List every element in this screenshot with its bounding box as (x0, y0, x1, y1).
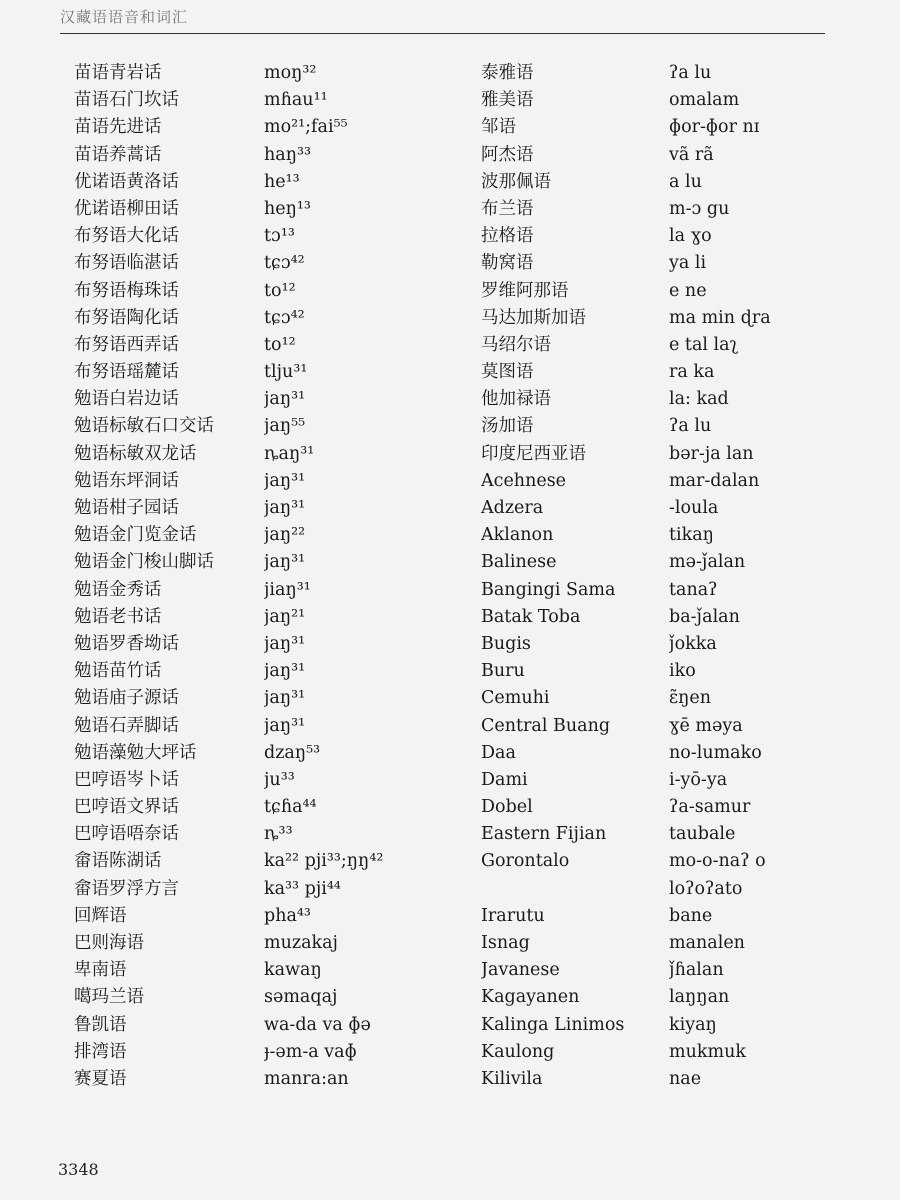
language-name: 布兰语 (481, 198, 534, 219)
word-form: mɦau¹¹ (264, 90, 328, 111)
word-form: to¹² (264, 334, 296, 355)
word-form: mo²¹;fai⁵⁵ (264, 117, 348, 138)
entry-row (481, 250, 829, 277)
word-form: e ne (669, 280, 707, 301)
language-name: 勉语藻勉大坪话 (74, 742, 197, 763)
entry-row (74, 60, 464, 87)
entry-row (481, 740, 829, 767)
entry-row (74, 114, 464, 141)
word-form: jaŋ²¹ (264, 606, 306, 627)
language-name: 波那佩语 (481, 171, 551, 192)
language-name: 优诺语柳田话 (74, 198, 179, 219)
language-name: Aklanon (481, 525, 554, 546)
word-form: he¹³ (264, 171, 300, 192)
word-form: bər-ja lan (669, 443, 754, 464)
word-form: ȵ³³ (264, 824, 293, 845)
entry-row (74, 577, 464, 604)
page-number: 3348 (58, 1160, 99, 1179)
entry-row (74, 848, 464, 875)
language-name: Gorontalo (481, 851, 570, 872)
entry-row (481, 522, 829, 549)
entry-row (74, 903, 464, 930)
entry-row (481, 903, 829, 930)
entry-row (74, 495, 464, 522)
word-form: pha⁴³ (264, 905, 311, 926)
entry-row (481, 332, 829, 359)
right-word-list (481, 60, 829, 1093)
language-name: Kilivila (481, 1068, 543, 1089)
word-form: tɕɔ⁴² (264, 307, 305, 328)
word-form: dzaŋ⁵³ (264, 742, 321, 763)
word-form: heŋ¹³ (264, 198, 311, 219)
language-name: 鲁凯语 (74, 1014, 127, 1035)
language-name: 勉语东坪洞话 (74, 470, 179, 491)
language-name: 阿杰语 (481, 144, 534, 165)
entry-row (481, 1039, 829, 1066)
language-name: 勉语金门览金话 (74, 525, 197, 546)
entry-row (74, 604, 464, 631)
entry-row (481, 196, 829, 223)
word-form: ka²² pji³³;ŋŋ⁴² (264, 851, 384, 872)
language-name: 苗语养蒿话 (74, 144, 162, 165)
language-name: 勉语金门梭山脚话 (74, 552, 214, 573)
word-form: jaŋ³¹ (264, 498, 306, 518)
entry-row (74, 821, 464, 848)
entry-row (74, 794, 464, 821)
entry-row (74, 196, 464, 223)
word-form: jaŋ⁵⁵ (264, 416, 306, 437)
word-form: laŋŋan (669, 987, 730, 1008)
word-form: loʔoʔato (669, 878, 743, 899)
header-rule (60, 33, 825, 34)
language-name: 布努语梅珠话 (74, 280, 179, 301)
language-name: 勉语柑子园话 (74, 498, 179, 518)
entry-row (481, 821, 829, 848)
entry-row (481, 223, 829, 250)
entry-row (481, 305, 829, 332)
language-name: 巴则海语 (74, 933, 144, 953)
word-form: haŋ³³ (264, 144, 312, 165)
entry-row (481, 441, 829, 468)
language-name: 马达加斯加语 (481, 307, 586, 328)
word-form: jaŋ³¹ (264, 661, 306, 682)
language-name: 泰雅语 (481, 63, 534, 83)
word-form: tlju³¹ (264, 362, 308, 383)
entry-row (74, 468, 464, 495)
language-name: 莫图语 (481, 362, 534, 383)
word-form: kiyaŋ (669, 1014, 717, 1035)
running-header: 汉藏语语音和词汇 (60, 8, 189, 26)
word-form: jiaŋ³¹ (264, 579, 311, 600)
entry-row (481, 930, 829, 957)
word-form: ra ka (669, 362, 715, 383)
language-name: Eastern Fijian (481, 824, 607, 845)
language-name: 勉语苗竹话 (74, 661, 162, 682)
word-form: taubale (669, 824, 736, 845)
entry-row (74, 984, 464, 1011)
word-form: mar-dalan (669, 470, 760, 491)
word-form: no-lumako (669, 742, 762, 763)
word-form: ya li (669, 253, 707, 274)
entry-row (74, 332, 464, 359)
entry-row (74, 740, 464, 767)
language-name: 勉语标敏石口交话 (74, 416, 214, 437)
language-name: 赛夏语 (74, 1068, 127, 1089)
entry-row (74, 441, 464, 468)
entry-row (481, 142, 829, 169)
language-name: Daa (481, 742, 516, 763)
word-form: moŋ³² (264, 63, 317, 83)
word-form: muzakaj (264, 933, 338, 953)
language-name: 印度尼西亚语 (481, 443, 586, 464)
word-form: tɔ¹³ (264, 226, 295, 247)
entry-row (481, 278, 829, 305)
word-form: ȵaŋ³¹ (264, 443, 315, 464)
entry-row (74, 957, 464, 984)
word-form: la: kad (669, 389, 729, 410)
word-form: jaŋ²² (264, 525, 306, 546)
entry-row (74, 359, 464, 386)
language-name: 布努语西弄话 (74, 334, 179, 355)
entry-row (481, 876, 829, 903)
entry-row (481, 1066, 829, 1093)
word-form: wa-da va ɸə (264, 1014, 371, 1035)
word-form: jaŋ³¹ (264, 688, 306, 709)
entry-row (74, 767, 464, 794)
entry-row (481, 767, 829, 794)
entry-row (74, 250, 464, 277)
language-name: 噶玛兰语 (74, 987, 144, 1008)
word-form: nae (669, 1068, 702, 1089)
language-name: Irarutu (481, 905, 545, 926)
word-form: jaŋ³¹ (264, 552, 306, 573)
language-name: 勉语白岩边话 (74, 389, 179, 410)
language-name: Central Buang (481, 715, 611, 736)
word-form: jaŋ³¹ (264, 470, 306, 491)
word-form: manalen (669, 933, 745, 953)
left-word-list (74, 60, 464, 1093)
word-form: ǰokka (669, 633, 717, 654)
language-name: 布努语陶化话 (74, 307, 179, 328)
word-form: jaŋ³¹ (264, 715, 306, 736)
word-form: tanaʔ (669, 579, 718, 600)
entry-row (481, 713, 829, 740)
language-name: Dami (481, 769, 528, 790)
word-form: omalam (669, 90, 740, 111)
language-name: 勉语老书话 (74, 606, 162, 627)
language-name: 布努语瑶麓话 (74, 362, 179, 383)
entry-row (74, 549, 464, 576)
entry-row (74, 658, 464, 685)
language-name: 畲语陈湖话 (74, 851, 162, 872)
language-name (481, 876, 669, 903)
language-name: 勉语金秀话 (74, 579, 162, 600)
entry-row (481, 658, 829, 685)
language-name: Bugis (481, 633, 531, 654)
language-name: 汤加语 (481, 416, 534, 437)
language-name: 拉格语 (481, 226, 534, 247)
word-form: ɸor-ɸor nɪ (669, 117, 760, 138)
word-form: tɕɦa⁴⁴ (264, 797, 317, 818)
word-form: to¹² (264, 280, 296, 301)
entry-row (481, 413, 829, 440)
entry-row (481, 114, 829, 141)
entry-row (74, 142, 464, 169)
language-name: 他加禄语 (481, 389, 551, 410)
word-form: jaŋ³¹ (264, 633, 306, 654)
word-form: ba-ǰalan (669, 606, 740, 627)
entry-row (74, 87, 464, 114)
word-form: i-yō-ya (669, 769, 728, 790)
language-name: Kalinga Linimos (481, 1014, 625, 1035)
word-form: mukmuk (669, 1041, 746, 1062)
word-form: -loula (669, 498, 719, 518)
language-name: 布努语临湛话 (74, 253, 179, 274)
word-form: iko (669, 661, 696, 682)
entry-row (74, 305, 464, 332)
entry-row (74, 1066, 464, 1093)
word-form: tikaŋ (669, 525, 714, 546)
language-name: 回辉语 (74, 905, 127, 926)
entry-row (74, 1039, 464, 1066)
language-name: 勒窝语 (481, 253, 534, 274)
word-form: jaŋ³¹ (264, 389, 306, 410)
language-name: 勉语庙子源话 (74, 688, 179, 709)
language-name: Batak Toba (481, 606, 581, 627)
word-form: la ɣo (669, 226, 712, 247)
language-name: Acehnese (481, 470, 567, 491)
word-form: tɕɔ⁴² (264, 253, 305, 274)
word-form: ju³³ (264, 769, 295, 790)
word-form: e tal laʅ (669, 334, 739, 355)
language-name: 畲语罗浮方言 (74, 878, 179, 899)
language-name: 罗维阿那语 (481, 280, 569, 301)
entry-row (481, 468, 829, 495)
word-form: bane (669, 905, 713, 926)
language-name: Isnag (481, 933, 530, 953)
word-form: ka³³ pji⁴⁴ (264, 878, 341, 899)
language-name: Bangingi Sama (481, 579, 616, 600)
language-name: 巴哼语岑卜话 (74, 769, 179, 790)
language-name: 巴哼语文界话 (74, 797, 179, 818)
language-name: 巴哼语唔奈话 (74, 824, 179, 845)
entry-row (481, 604, 829, 631)
language-name: Cemuhi (481, 688, 550, 709)
entry-row (481, 386, 829, 413)
entry-row (74, 685, 464, 712)
word-form: ma min ɖra (669, 307, 771, 328)
entry-row (74, 169, 464, 196)
word-form: a lu (669, 171, 702, 192)
word-form: mo-o-naʔ o (669, 851, 766, 872)
language-name: 苗语先进话 (74, 117, 162, 138)
entry-row (481, 794, 829, 821)
language-name: 优诺语黄洛话 (74, 171, 179, 192)
language-name: Javanese (481, 960, 560, 981)
entry-row (481, 169, 829, 196)
word-form: ʔa lu (669, 416, 712, 437)
language-name: 勉语标敏双龙话 (74, 443, 197, 464)
language-name: 马绍尔语 (481, 334, 551, 355)
entry-row (481, 549, 829, 576)
language-name: 邹语 (481, 117, 516, 138)
language-name: Kagayanen (481, 987, 580, 1008)
entry-row (74, 223, 464, 250)
word-form: manra:an (264, 1068, 349, 1089)
language-name: 雅美语 (481, 90, 534, 111)
entry-row (481, 60, 829, 87)
entry-row (74, 930, 464, 957)
entry-row (74, 1012, 464, 1039)
entry-row (481, 87, 829, 114)
entry-row (74, 631, 464, 658)
entry-row (74, 522, 464, 549)
language-name: 勉语石弄脚话 (74, 715, 179, 736)
word-form: kawaŋ (264, 960, 322, 981)
entry-row (481, 577, 829, 604)
entry-row (481, 495, 829, 522)
word-form: vã rã (669, 144, 714, 165)
language-name: 卑南语 (74, 960, 127, 981)
language-name: Kaulong (481, 1041, 555, 1062)
entry-row (74, 278, 464, 305)
language-name: Buru (481, 661, 525, 682)
word-form: ʔa lu (669, 63, 712, 83)
entry-row (74, 713, 464, 740)
language-name: Adzera (481, 498, 544, 518)
language-name: Balinese (481, 552, 557, 573)
word-form: ǰɦalan (669, 960, 724, 981)
word-form: ɟ-əm-a vaɸ (264, 1041, 357, 1062)
language-name: 苗语石门坎话 (74, 90, 179, 111)
word-form: ʔa-samur (669, 797, 751, 818)
entry-row (481, 848, 829, 875)
language-name: 苗语青岩话 (74, 63, 162, 83)
entry-row (481, 631, 829, 658)
entry-row (481, 957, 829, 984)
entry-row (74, 876, 464, 903)
word-form: mə-ǰalan (669, 552, 746, 573)
language-name: 排湾语 (74, 1041, 127, 1062)
entry-row (74, 386, 464, 413)
language-name: 勉语罗香坳话 (74, 633, 179, 654)
entry-row (481, 984, 829, 1011)
language-name: 布努语大化话 (74, 226, 179, 247)
entry-row (74, 413, 464, 440)
entry-row (481, 685, 829, 712)
word-form: ɛ̃ŋen (669, 688, 711, 709)
language-name: Dobel (481, 797, 533, 818)
entry-row (481, 1012, 829, 1039)
word-form: səmaqaj (264, 987, 338, 1008)
word-form: m-ɔ gu (669, 198, 730, 219)
entry-row (481, 359, 829, 386)
word-form: ɣē məya (669, 715, 743, 736)
